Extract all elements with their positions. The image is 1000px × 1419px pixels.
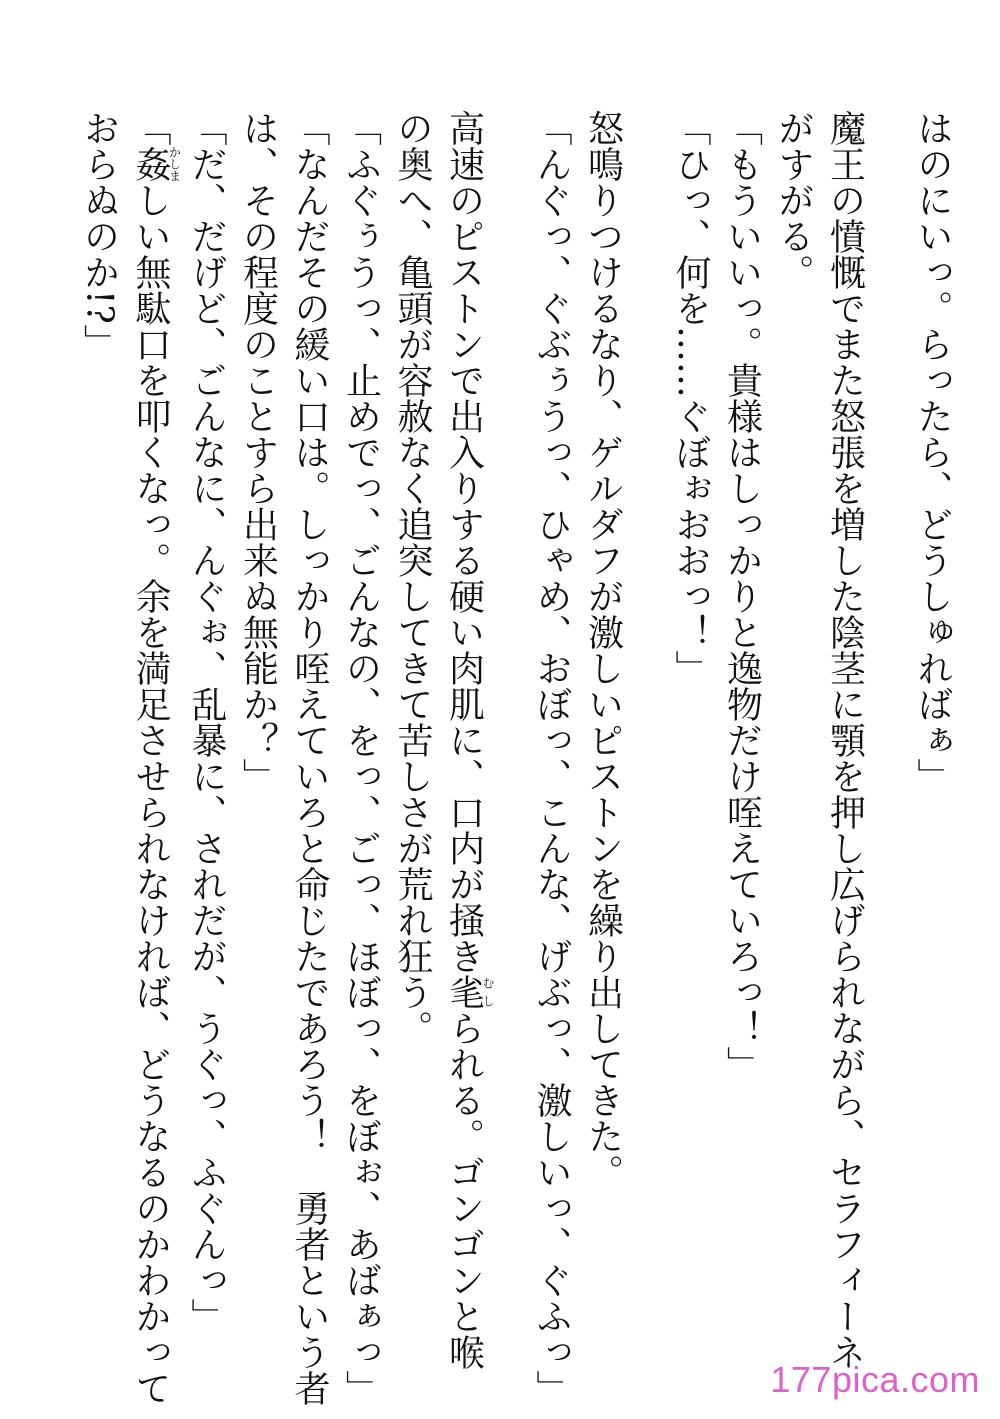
- text-line: 「んぐっ、ぐぶぅうっ、ひゃめ、おぼっ、こんな、げぶっ、激しいっ、ぐふっ」: [531, 110, 572, 1406]
- text-line: は、その程度のことすら出来ぬ無能か？」: [237, 110, 279, 794]
- ruby-base: 姦: [130, 146, 171, 182]
- text-line: 「もういいっ。貴様はしっかりと逸物だけ咥えていろっ！」: [721, 110, 763, 1082]
- text-line: 怒鳴りつけるなり、ゲルダフが激しいピストンを繰り出してきた。: [582, 110, 624, 1190]
- text-line-with-ruby: [125, 110, 182, 1406]
- text-segment: 「: [130, 110, 171, 146]
- text-line: 「ふぐぅうっ、止めでっ、ごんなの、をっ、ごっ、ほぼっ、をぼぉ、あばぁっ」: [340, 110, 382, 1406]
- text-line: の奥へ、亀頭が容赦なく追突してきて苦しさが荒れ狂う。: [392, 110, 433, 1046]
- text-segment: しい無駄口を叩くなっ。余を満足させられなければ、どうなるのかわかって: [130, 182, 171, 1406]
- text-line: 魔王の憤慨でまた怒張を増した陰茎に顎を押し広げられながら、セラフィーネ: [824, 110, 866, 1370]
- ruby-base: 毟: [443, 974, 485, 1010]
- watermark-text: 177pica.com: [770, 1359, 980, 1400]
- ruby-annotation: [130, 146, 182, 182]
- text-line: 「なんだその緩い口は。しっかり咥えていろと命じたであろう！ 勇者という者: [289, 110, 330, 1406]
- text-segment: られる。ゴンゴンと喉: [443, 1010, 485, 1370]
- ruby-reading: むし: [481, 974, 495, 1010]
- ruby-annotation: [443, 974, 495, 1010]
- text-segment: 高速のピストンで出入りする硬い肉肌に、口内が掻き: [443, 110, 485, 974]
- text-line: 「だ、だげど、ごんなに、んぐぉ、乱暴に、されだが、うぐっ、ふぐんっ」: [186, 110, 227, 1334]
- text-line: おらぬのか!?」: [78, 110, 120, 360]
- text-line: 「ひっ、何を……ぐぼぉおおっ！」: [670, 110, 711, 686]
- text-line: はのにいっ。らったら、どうしゅればぁ」: [912, 110, 953, 794]
- text-line-with-ruby: [438, 110, 526, 1370]
- text-line: がすがる。: [773, 110, 814, 290]
- ruby-reading: かしま: [167, 146, 182, 182]
